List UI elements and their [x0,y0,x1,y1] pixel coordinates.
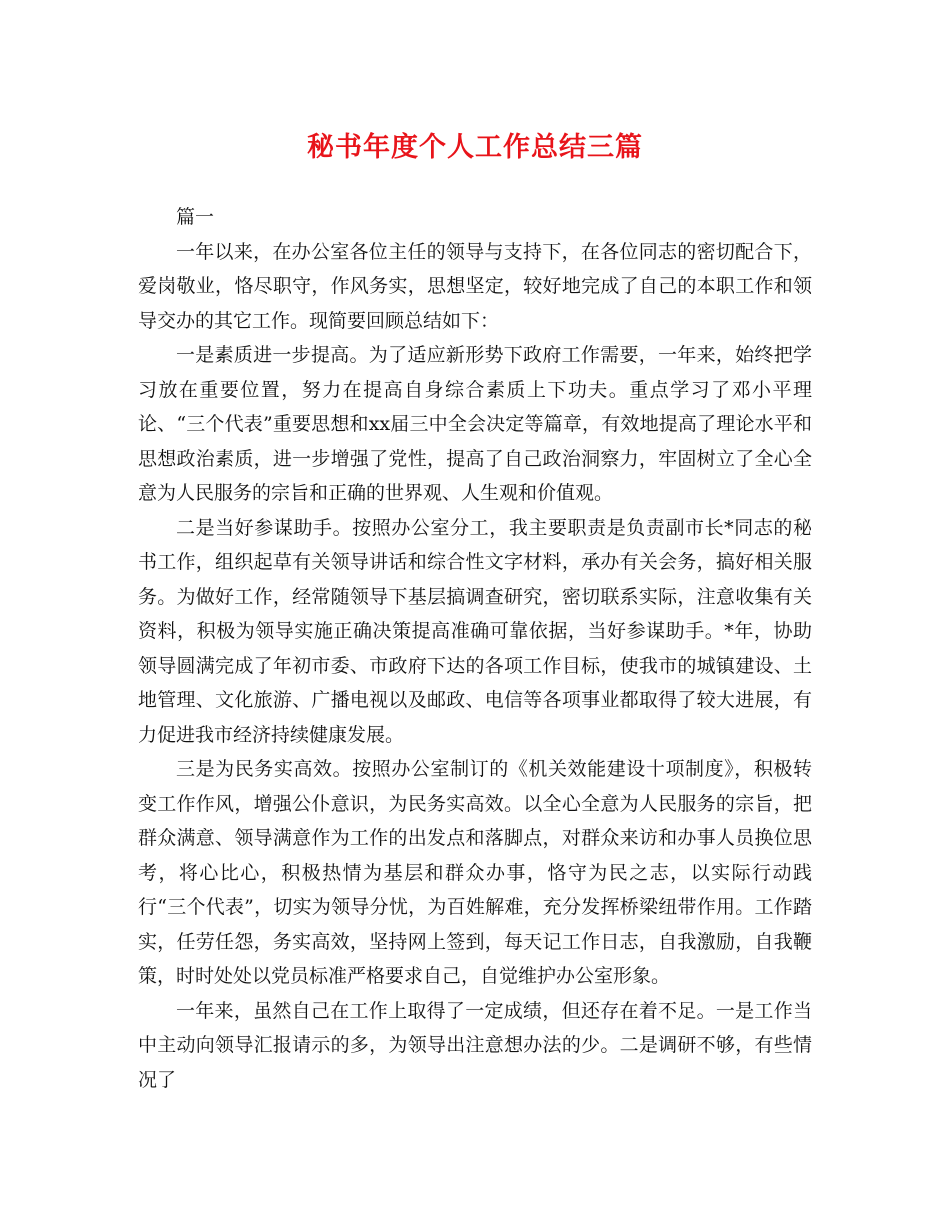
paragraph-quality: 一是素质进一步提高。为了适应新形势下政府工作需要，一年来，始终把学习放在重要位置，努力在提高自身综合素质上下功夫。重点学习了邓小平理论、“三个代表”重要思想和xx届三中全会决定等篇章，有效地提高了理论水平和思想政治素质，进一步增强了党性，提高了自己政治洞察力，牢固树立了全心全意为人民服务的宗旨和正确的世界观、人生观和价值观。 [138,344,812,504]
paragraph-intro: 一年以来，在办公室各位主任的领导与支持下，在各位同志的密切配合下，爱岗敬业，恪尽职守，作风务实，思想坚定，较好地完成了自己的本职工作和领导交办的其它工作。现简要回顾总结如下： [138,240,812,332]
paragraph-shortcomings: 一年来，虽然自己在工作上取得了一定成绩，但还存在着不足。一是工作当中主动向领导汇报请示的多，为领导出注意想办法的少。二是调研不够，有些情况了 [138,999,812,1091]
document-body [138,200,812,1097]
paragraph-advisor: 二是当好参谋助手。按照办公室分工，我主要职责是负责副市长*同志的秘书工作，组织起草有关领导讲话和综合性文字材料，承办有关会务，搞好相关服务。为做好工作，经常随领导下基层搞调查研究，密切联系实际，注意收集有关资料，积极为领导实施正确决策提高准确可靠依据，当好参谋助手。*年，协助领导圆满完成了年初市委、市政府下达的各项工作目标，使我市的城镇建设、土地管理、文化旅游、广播电视以及邮政、电信等各项事业都取得了较大进展，有力促进我市经济持续健康发展。 [138,516,812,746]
section-heading: 篇一 [176,206,215,228]
paragraph-service: 三是为民务实高效。按照办公室制订的《机关效能建设十项制度》，积极转变工作作风，增强公仆意识，为民务实高效。以全心全意为人民服务的宗旨，把群众满意、领导满意作为工作的出发点和落脚点，对群众来访和办事人员换位思考，将心比心，积极热情为基层和群众办事，恪守为民之志，以实际行动践行“三个代表”，切实为领导分忧，为百姓解难，充分发挥桥梁纽带作用。工作踏实，任劳任怨，务实高效，坚持网上签到，每天记工作日志，自我激励，自我鞭策，时时处处以党员标准严格要求自己，自觉维护办公室形象。 [138,758,812,987]
document-title: 秘书年度个人工作总结三篇 [307,132,643,163]
